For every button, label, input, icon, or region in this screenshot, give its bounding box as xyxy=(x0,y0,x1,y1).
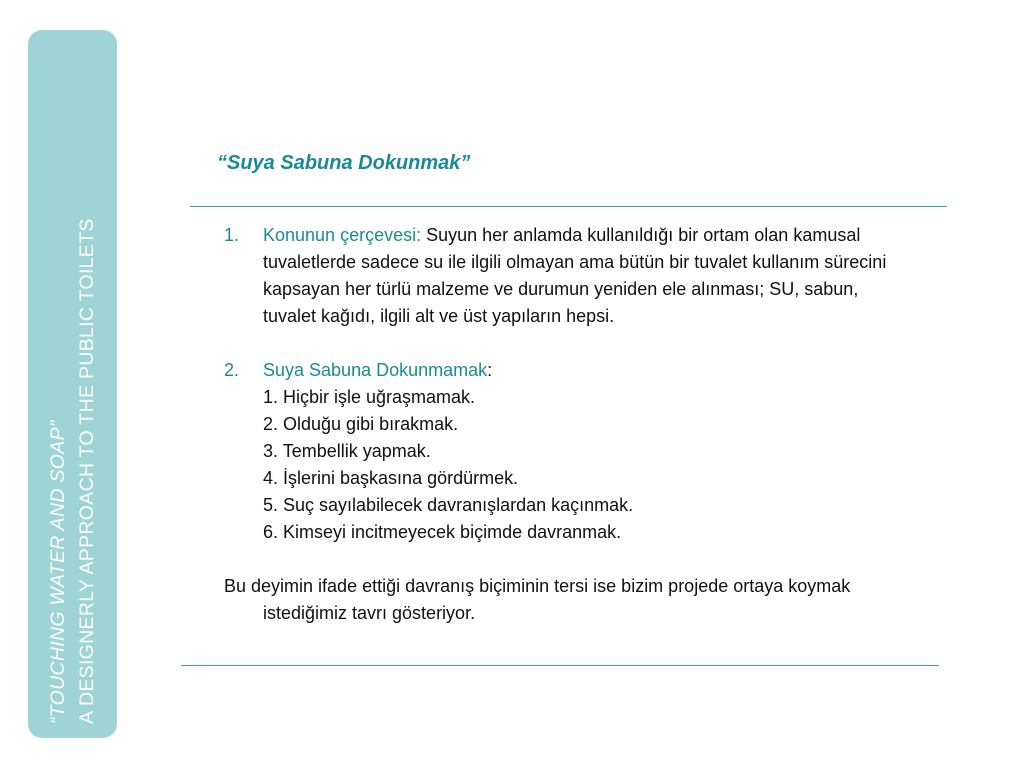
list-item-2 xyxy=(224,357,904,546)
bottom-divider xyxy=(181,665,939,666)
sub-item-4: 4. İşlerini başkasına gördürmek. xyxy=(263,468,519,488)
side-banner-line2: A DESIGNERLY APPROACH TO THE PUBLIC TOILETS xyxy=(76,218,98,724)
sub-item-6: 6. Kimseyi incitmeyecek biçimde davranmak. xyxy=(263,522,622,542)
item-1-label: Konunun çerçevesi: xyxy=(263,225,422,245)
sub-item-5: 5. Suç sayılabilecek davranışlardan kaçınmak. xyxy=(263,495,634,515)
list-number-2: 2. xyxy=(224,360,240,380)
sub-item-3: 3. Tembellik yapmak. xyxy=(263,441,431,461)
item-2-colon: : xyxy=(487,360,493,380)
side-banner-line1: “TOUCHING WATER AND SOAP” xyxy=(47,420,69,724)
sub-item-2: 2. Olduğu gibi bırakmak. xyxy=(263,414,459,434)
closing-paragraph: Bu deyimin ifade ettiği davranış biçiminin tersi ise bizim projede ortaya koymak istediğimiz tavrı gösteriyor. xyxy=(224,576,851,623)
list-number-1: 1. xyxy=(224,225,240,245)
list-item-1 xyxy=(224,222,904,330)
sub-item-1: 1. Hiçbir işle uğraşmamak. xyxy=(263,387,476,407)
item-2-label: Suya Sabuna Dokunmamak xyxy=(263,360,488,380)
top-divider xyxy=(190,206,947,207)
slide-title: “Suya Sabuna Dokunmak” xyxy=(217,152,471,174)
slide-content xyxy=(224,222,904,627)
side-banner-text xyxy=(44,104,108,724)
item-1-text: Suyun her anlamda kullanıldığı bir ortam olan kamusal tuvaletlerde sadece su ile ilgili olmayan ama bütün bir tuvalet kullanım sürecini kapsayan her türlü malzeme ve durumun yeniden ele alınması; SU, sabun, tuvalet kağıdı, ilgili alt ve üst yapıların hepsi. xyxy=(263,225,887,326)
